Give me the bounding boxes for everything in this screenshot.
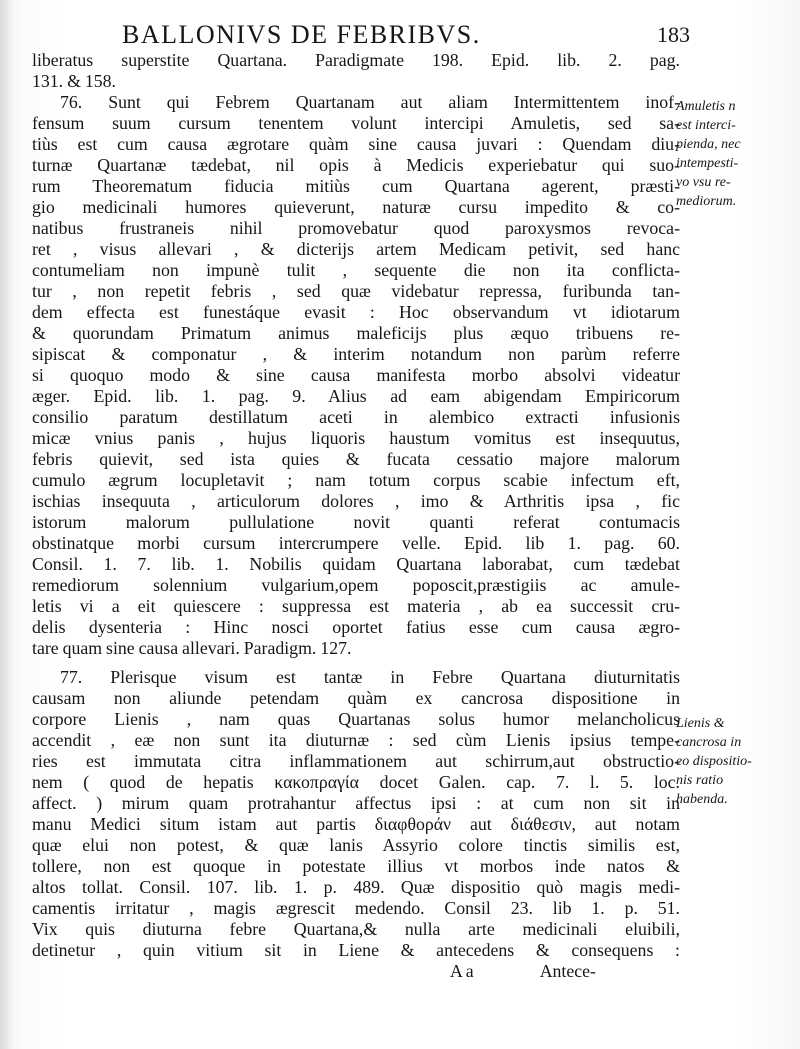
signature-mark: A a	[450, 961, 474, 981]
text-line: consilio paratum destillatum aceti in alembico extracti infusionis	[32, 407, 680, 427]
text-line: æger. Epid. lib. 1. pag. 9. Alius ad eam abigendam Empiricorum	[32, 386, 680, 406]
text-line: corpore Lienis , nam quas Quartanas solus humor melancholicus	[32, 709, 680, 729]
text-line: istorum malorum pullulatione novit quanti referat contumacis	[32, 512, 680, 532]
marginal-note-amulets	[676, 97, 794, 211]
marginal-note-line: mediorum.	[676, 194, 737, 209]
text-line: quæ elui non potest, & quæ lanis Assyrio colore tinctis similis est,	[32, 835, 680, 855]
text-line: contumeliam non impunè tulit , sequente die non ita conflicta-	[32, 260, 680, 280]
text-line: natibus frustraneis nihil promovebatur quod paroxysmos revoca-	[32, 218, 680, 238]
text-line: altos tollat. Consil. 107. lib. 1. p. 489. Quæ dispositio quò magis medi-	[32, 877, 680, 897]
catchword: Antece-	[539, 961, 596, 981]
marginal-note-line: nis ratio	[676, 773, 724, 788]
catchword-line	[32, 961, 680, 982]
text-line: Vix quis diuturna febre Quartana,& nulla arte medicinali eluibili,	[32, 919, 680, 939]
text-line: obstinatque morbi cursum intercrumpere velle. Epid. lib 1. pag. 60.	[32, 533, 680, 553]
text-line: febris quievit, sed ista quies & fucata cessatio majore malorum	[32, 449, 680, 469]
marginal-note-line: Lienis &	[676, 716, 725, 731]
marginal-note-line: habenda.	[676, 792, 728, 807]
text-line: dem effecta est funestáque evasit : Hoc observandum vt idiotarum	[32, 302, 680, 322]
text-line: detinetur , quin vitium sit in Liene & antecedens & consequens :	[32, 940, 680, 960]
text-line: ries est immutata citra inflammationem aut schirrum,aut obstructio-	[32, 751, 680, 771]
text-line: tiùs est cum causa ægrotare quàm sine causa juvari : Quendam diu-	[32, 134, 680, 154]
text-line: 76. Sunt qui Febrem Quartanam aut aliam Intermittentem inof-	[60, 92, 680, 112]
text-line: ischias insequuta , articulorum dolores , imo & Arthritis ipsa , fic	[32, 491, 680, 511]
text-line: liberatus superstite Quartana. Paradigmate 198. Epid. lib. 2. pag.	[32, 50, 680, 70]
marginal-note-line: eo dispositio-	[676, 754, 752, 769]
text-line: turnæ Quartanæ tædebat, nil opis à Medicis experiebatur qui suo-	[32, 155, 680, 175]
text-line: accendit , eæ non sunt ita diuturnæ : sed cùm Lienis ipsius tempe-	[32, 730, 680, 750]
text-line: remediorum solennium vulgarium,opem poposcit,præstigiis ac amule-	[32, 575, 680, 595]
text-line: & quorundam Primatum animus maleficijs plus æquo tribuens re-	[32, 323, 680, 343]
text-line: affect. ) mirum quam protrahantur affectus ipsi : at cum non sit in	[32, 793, 680, 813]
marginal-note-line: pienda, nec	[676, 137, 741, 152]
text-line: tur , non repetit febris , sed quæ videbatur repressa, furibunda tan-	[32, 281, 680, 301]
text-line: ret , visus allevari , & dicterijs artem Medicam petivit, sed hanc	[32, 239, 680, 259]
gutter-shadow	[0, 0, 14, 1049]
text-line: gio medicinali humores quieverunt, naturæ cursu impedito & co-	[32, 197, 680, 217]
text-line: fensum suum cursum tenentem volunt intercipi Amuletis, sed sa-	[32, 113, 680, 133]
paragraph-gap	[32, 659, 680, 667]
text-line: si quoquo modo & sine causa manifesta morbo absolvi videatur	[32, 365, 680, 385]
text-line: 131. & 158.	[32, 71, 116, 91]
marginal-note-line: Amuletis n	[676, 99, 736, 114]
text-line: cumulo ægrum locupletavit ; nam totum corpus scabie infectum eft,	[32, 470, 680, 490]
marginal-note-spleen	[676, 714, 794, 809]
text-line: micæ vnius panis , hujus liquoris haustum vomitus est insequutus,	[32, 428, 680, 448]
text-line: sipiscat & componatur , & interim notandum non parùm referre	[32, 344, 680, 364]
text-line: manu Medici situm istam aut partis διαφθοράν aut διάθεσιν, aut notam	[32, 814, 680, 834]
marginal-note-line: est interci-	[676, 118, 736, 133]
main-text	[32, 50, 680, 982]
page-number: 183	[657, 22, 690, 47]
text-line: 77. Plerisque visum est tantæ in Febre Quartana diuturnitatis	[60, 667, 680, 687]
text-line: Consil. 1. 7. lib. 1. Nobilis quidam Quartana laborabat, cum tædebat	[32, 554, 680, 574]
text-line: camentis irritatur , magis ægrescit medendo. Consil 23. lib 1. p. 51.	[32, 898, 680, 918]
text-line: delis dysenteria : Hinc nosci oportet fatius esse cum causa ægro-	[32, 617, 680, 637]
text-line: nem ( quod de hepatis κακοπραγία docet Galen. cap. 7. l. 5. loc.	[32, 772, 680, 792]
text-line: causam non aliunde petendam quàm ex cancrosa dispositione in	[32, 688, 680, 708]
text-line: letis vi a eit quiescere : suppressa est materia , ab ea successit cru-	[32, 596, 680, 616]
marginal-note-line: intempesti-	[676, 156, 739, 171]
running-title: BALLONIVS DE FEBRIBVS.	[122, 20, 481, 49]
text-line: rum Theorematum fiducia mitiùs cum Quartana agerent, præsti-	[32, 176, 680, 196]
marginal-note-line: vo vsu re-	[676, 175, 731, 190]
text-line: tollere, non est quoque in potestate illius vt morbos inde natos &	[32, 856, 680, 876]
text-line: tare quam sine causa allevari. Paradigm. 127.	[32, 638, 352, 658]
marginal-note-line: cancrosa in	[676, 735, 742, 750]
page-header	[30, 20, 690, 52]
